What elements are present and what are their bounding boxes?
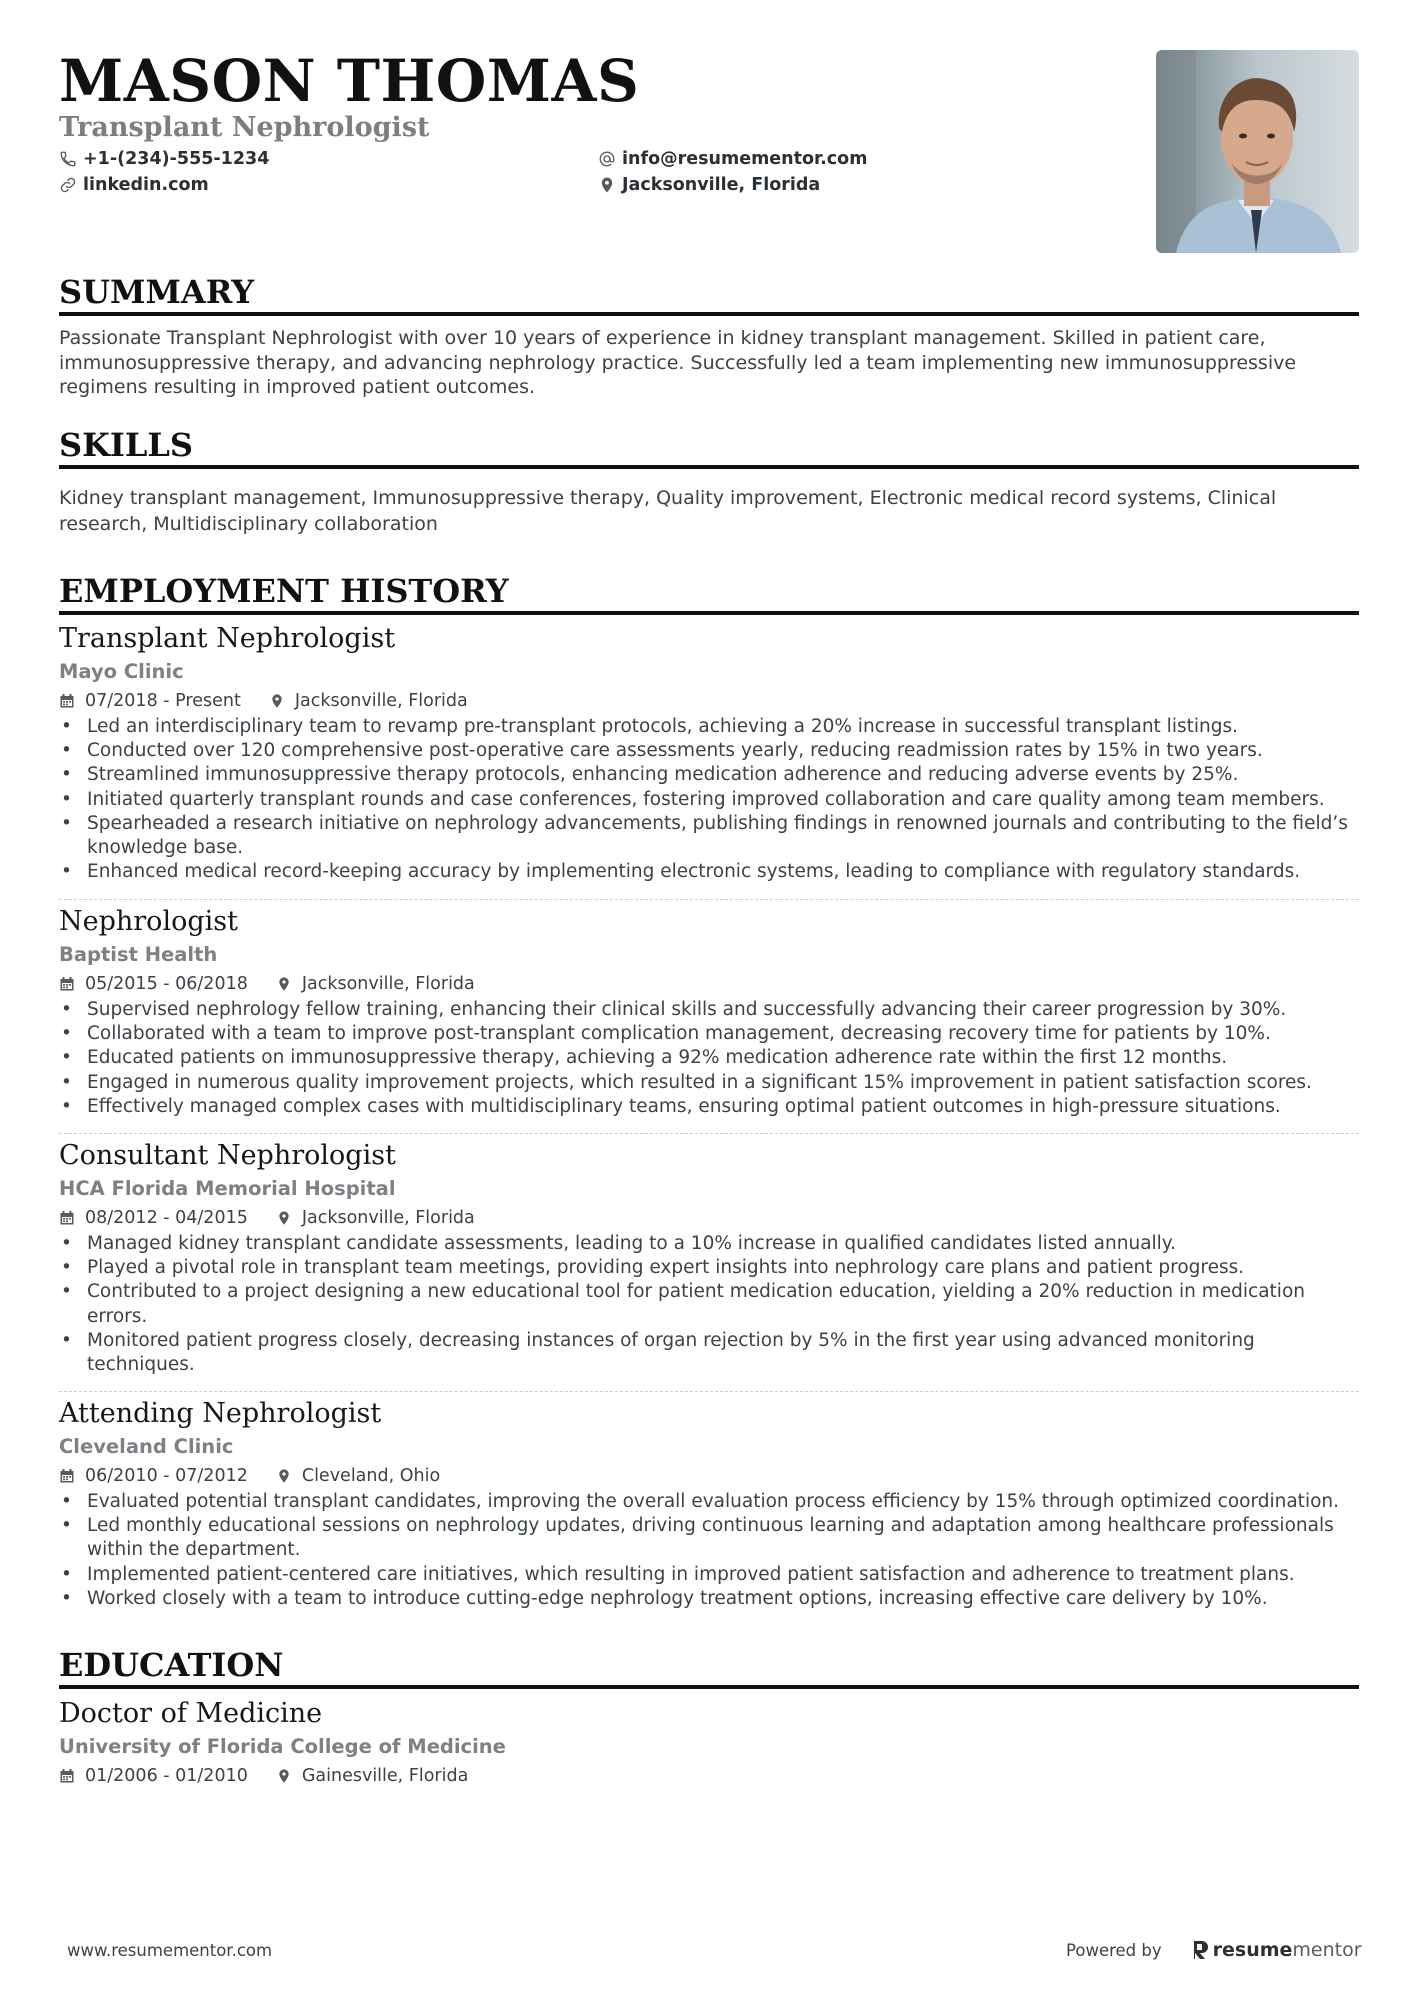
email-text[interactable]: info@resumementor.com [622, 149, 868, 169]
divider [59, 899, 1359, 900]
list-item: • Led monthly educational sessions on nephrology updates, driving continuous learning and adaptation among healthcare professionals within the department. [59, 1514, 1359, 1562]
phone-text[interactable]: +1-(234)-555-1234 [83, 149, 270, 169]
education-entry [59, 1696, 1359, 1790]
list-item: • Managed kidney transplant candidate assessments, leading to a 10% increase in qualified candidates listed annually. [59, 1232, 1359, 1256]
list-item: • Led an interdisciplinary team to revamp pre-transplant protocols, achieving a 20% increase in successful transplant listings. [59, 715, 1359, 739]
job-meta [59, 687, 1359, 715]
job-location [276, 970, 475, 998]
map-pin-icon [269, 693, 285, 709]
calendar-icon [59, 693, 75, 709]
job-location-text: Jacksonville, Florida [301, 974, 475, 994]
job-bullets [59, 715, 1359, 884]
list-item: • Collaborated with a team to improve post-transplant complication management, decreasing recovery time for patients by 10%. [59, 1022, 1359, 1046]
job-dates: 06/2010 - 07/2012 [85, 1466, 248, 1486]
job-company: Mayo Clinic [59, 660, 184, 683]
skills-text: Kidney transplant management, Immunosuppressive therapy, Quality improvement, Electronic medical record systems, Clinical research, Multidisciplinary collaboration [59, 487, 1277, 535]
job-entry [59, 621, 1359, 884]
map-pin-icon [276, 976, 292, 992]
list-item: • Initiated quarterly transplant rounds and case conferences, fostering improved collaboration and care quality among team members. [59, 788, 1359, 812]
brand-logo[interactable] [1192, 1939, 1362, 1961]
list-item: • Enhanced medical record-keeping accuracy by implementing electronic systems, leading to compliance with regulatory standards. [59, 860, 1359, 884]
job-meta [59, 970, 1359, 998]
list-item: • Contributed to a project designing a new educational tool for patient medication education, yielding a 20% reduction in medication errors. [59, 1280, 1359, 1328]
phone-icon [59, 150, 77, 168]
job-company: Cleveland Clinic [59, 1435, 234, 1458]
calendar-icon [59, 976, 75, 992]
candidate-name: MASON THOMAS [59, 47, 640, 115]
job-title: Nephrologist [59, 906, 238, 937]
skills-heading: SKILLS [59, 425, 1359, 469]
job-meta [59, 1462, 1359, 1490]
education-meta [59, 1762, 1359, 1790]
linkedin-contact [59, 173, 209, 197]
list-item: • Spearheaded a research initiative on nephrology advancements, publishing findings in renowned journals and contributing to the field’s knowledge base. [59, 812, 1359, 860]
job-entry [59, 1138, 1359, 1377]
job-entry [59, 904, 1359, 1119]
brand-bold-text: resume [1212, 1939, 1293, 1961]
list-item: • Implemented patient-centered care initiatives, which resulting in improved patient satisfaction and adherence to treatment plans. [59, 1563, 1359, 1587]
job-location [269, 687, 468, 715]
at-icon [598, 150, 616, 168]
job-bullets [59, 998, 1359, 1119]
job-dates: 07/2018 - Present [85, 691, 241, 711]
education-location-text: Gainesville, Florida [301, 1766, 469, 1786]
list-item: • Supervised nephrology fellow training, enhancing their clinical skills and successfully advancing their career progression by 30%. [59, 998, 1359, 1022]
job-title: Attending Nephrologist [59, 1398, 382, 1429]
map-pin-icon [276, 1468, 292, 1484]
link-icon [59, 176, 77, 194]
resume-header [59, 0, 1359, 270]
profile-photo [1156, 50, 1359, 253]
calendar-icon [59, 1210, 75, 1226]
calendar-icon [59, 1768, 75, 1784]
job-entry [59, 1396, 1359, 1611]
powered-by-label: Powered by [1066, 1940, 1162, 1960]
job-meta [59, 1204, 1359, 1232]
email-contact [598, 147, 867, 171]
list-item: • Worked closely with a team to introduce cutting-edge nephrology treatment options, increasing effective care delivery by 10%. [59, 1587, 1359, 1611]
footer-website[interactable]: www.resumementor.com [67, 1941, 273, 1960]
education-heading: EDUCATION [59, 1645, 1359, 1689]
job-location-text: Cleveland, Ohio [301, 1466, 441, 1486]
summary-text: Passionate Transplant Nephrologist with over 10 years of experience in kidney transplant management. Skilled in patient care, immunosuppressive therapy, and advancing nephrology practice. Successfully led a team implementing new immunosuppressive regimens resulting in improved patient outcomes. [59, 327, 1297, 398]
summary-heading: SUMMARY [59, 272, 1359, 316]
job-dates: 05/2015 - 06/2018 [85, 974, 248, 994]
linkedin-text[interactable]: linkedin.com [83, 175, 209, 195]
list-item: • Monitored patient progress closely, decreasing instances of organ rejection by 5% in the first year using advanced monitoring techniques. [59, 1329, 1359, 1377]
footer-branding [1066, 1939, 1362, 1961]
list-item: • Streamlined immunosuppressive therapy protocols, enhancing medication adherence and reducing adverse events by 25%. [59, 763, 1359, 787]
job-bullets [59, 1490, 1359, 1611]
candidate-title: Transplant Nephrologist [59, 112, 430, 143]
list-item: • Conducted over 120 comprehensive post-operative care assessments yearly, reducing readmission rates by 15% in two years. [59, 739, 1359, 763]
resume-page [59, 0, 1359, 1786]
education-location [276, 1762, 468, 1790]
school-name: University of Florida College of Medicine [59, 1735, 506, 1758]
location-contact [598, 173, 820, 197]
job-bullets [59, 1232, 1359, 1377]
calendar-icon [59, 1468, 75, 1484]
divider [59, 1391, 1359, 1392]
list-item: • Played a pivotal role in transplant team meetings, providing expert insights into nephrology care plans and patient progress. [59, 1256, 1359, 1280]
job-location-text: Jacksonville, Florida [301, 1208, 475, 1228]
list-item: • Evaluated potential transplant candidates, improving the overall evaluation process efficiency by 15% through optimized coordination. [59, 1490, 1359, 1514]
list-item: • Engaged in numerous quality improvement projects, which resulted in a significant 15% improvement in patient satisfaction scores. [59, 1071, 1359, 1095]
divider [59, 1133, 1359, 1134]
employment-heading: EMPLOYMENT HISTORY [59, 571, 1359, 615]
resumementor-logo-icon [1192, 1939, 1208, 1961]
education-dates: 01/2006 - 01/2010 [85, 1766, 248, 1786]
job-title: Transplant Nephrologist [59, 623, 396, 654]
job-company: Baptist Health [59, 943, 218, 966]
job-location [276, 1204, 475, 1232]
list-item: • Educated patients on immunosuppressive therapy, achieving a 92% medication adherence rate within the first 12 months. [59, 1046, 1359, 1070]
phone-contact [59, 147, 269, 171]
brand-light-text: mentor [1292, 1939, 1362, 1961]
job-dates: 08/2012 - 04/2015 [85, 1208, 248, 1228]
map-pin-icon [276, 1768, 292, 1784]
job-company: HCA Florida Memorial Hospital [59, 1177, 396, 1200]
job-location-text: Jacksonville, Florida [294, 691, 468, 711]
map-pin-icon [598, 176, 616, 194]
job-location [276, 1462, 440, 1490]
list-item: • Effectively managed complex cases with multidisciplinary teams, ensuring optimal patient outcomes in high-pressure situations. [59, 1095, 1359, 1119]
map-pin-icon [276, 1210, 292, 1226]
degree-title: Doctor of Medicine [59, 1698, 323, 1729]
location-text: Jacksonville, Florida [622, 175, 821, 195]
job-title: Consultant Nephrologist [59, 1140, 396, 1171]
